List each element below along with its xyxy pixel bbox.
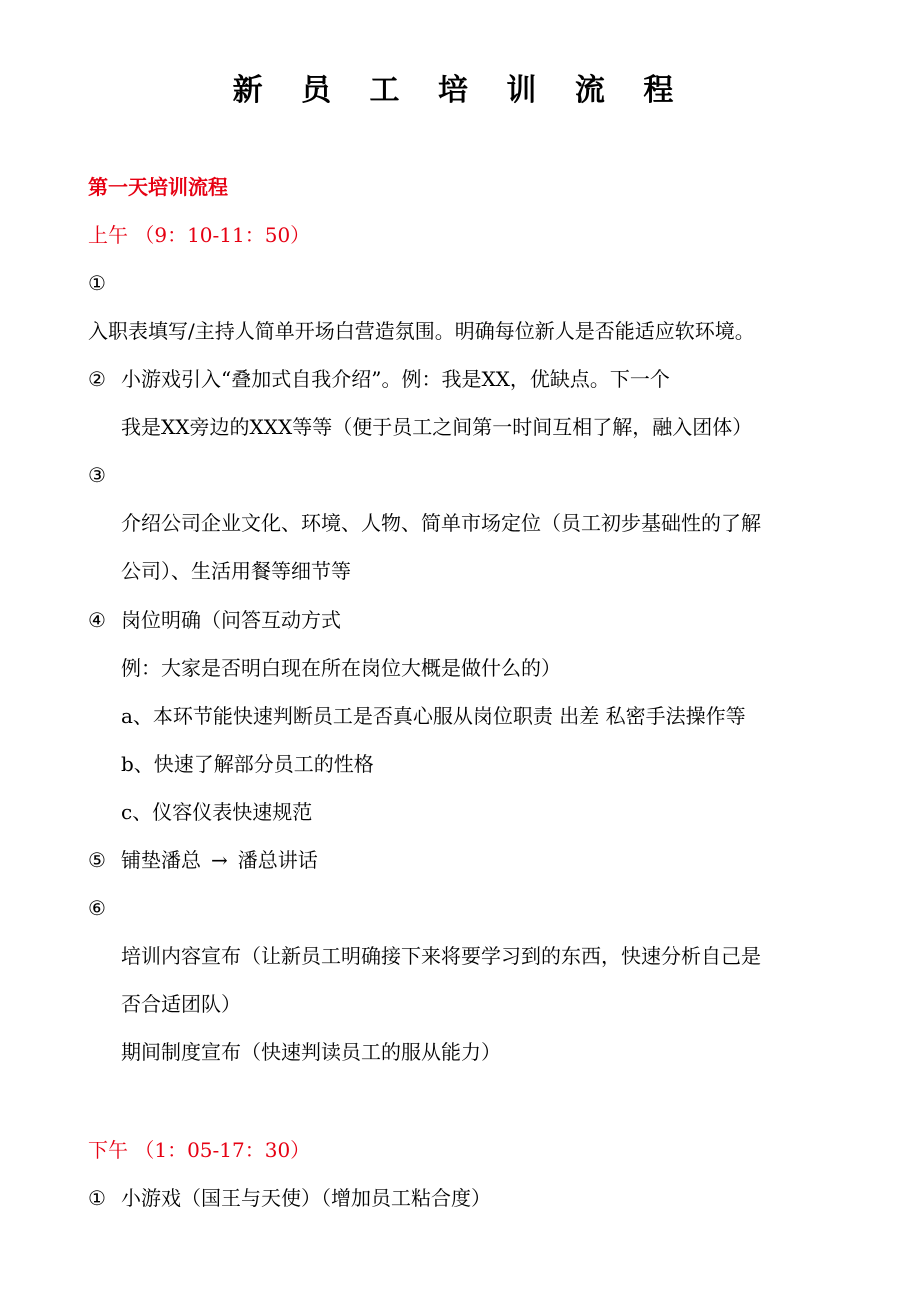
item-text: 期间制度宣布（快速判读员工的服从能力） <box>121 1040 501 1064</box>
item-text: 例：大家是否明白现在所在岗位大概是做什么的） <box>121 656 561 680</box>
item-text: 培训内容宣布（让新员工明确接下来将要学习到的东西，快速分析自己是 <box>121 944 761 968</box>
item-text: b、快速了解部分员工的性格 <box>121 752 374 776</box>
item-number: ⑤ <box>88 848 106 872</box>
item-text: 公司）、生活用餐等细节等 <box>121 559 351 583</box>
list-item <box>88 364 670 394</box>
item-text: 铺垫潘总 <box>121 848 201 872</box>
list-item <box>88 605 341 635</box>
item-number: ① <box>88 1186 106 1210</box>
page-title: 新 员 工 培 训 流 程 <box>232 73 688 108</box>
item-text: 潘总讲话 <box>237 848 318 872</box>
afternoon-label: 下午 （1：05-17：30） <box>88 1138 311 1162</box>
item-text: 介绍公司企业文化、环境、人物、简单市场定位（员工初步基础性的了解 <box>121 511 761 535</box>
item-text: a、本环节能快速判断员工是否真心服从岗位职责 出差 私密手法操作等 <box>121 704 746 728</box>
item-text: 岗位明确（问答互动方式 <box>121 608 341 632</box>
list-item <box>88 1183 491 1213</box>
item-number: ⑥ <box>88 896 106 920</box>
day1-heading: 第一天培训流程 <box>88 175 228 199</box>
item-text: 入职表填写/主持人简单开场白营造氛围。明确每位新人是否能适应软环境。 <box>88 319 755 343</box>
item-text: 小游戏（国王与天使）（增加员工粘合度） <box>121 1186 491 1210</box>
item-text: 小游戏引入“叠加式自我介绍”。例：我是XX，优缺点。下一个 <box>121 367 670 391</box>
morning-label: 上午 （9：10-11：50） <box>88 223 311 247</box>
item-text: 我是XX旁边的XXX等等（便于员工之间第一时间互相了解，融入团体） <box>121 415 753 439</box>
item-number: ③ <box>88 463 106 487</box>
arrow-right-icon: → <box>211 848 228 872</box>
item-text: 否合适团队） <box>121 992 241 1016</box>
item-text: c、仪容仪表快速规范 <box>121 800 313 824</box>
item-number: ④ <box>88 608 106 632</box>
item-number: ① <box>88 271 106 295</box>
item-number: ② <box>88 367 106 391</box>
list-item <box>88 845 318 875</box>
